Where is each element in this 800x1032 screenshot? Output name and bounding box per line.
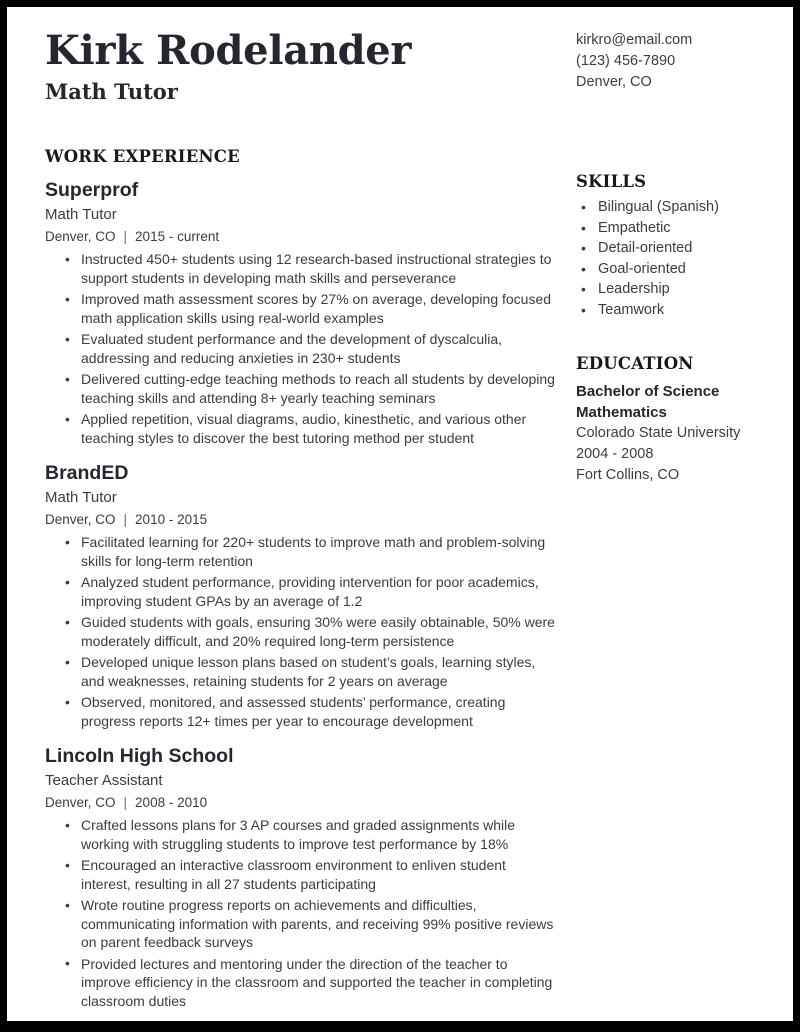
job-entry: [45, 744, 555, 1010]
job-meta: [45, 793, 555, 813]
candidate-headline: Math Tutor: [45, 79, 178, 104]
job-bullet-list: [45, 533, 555, 730]
skills-heading: SKILLS: [576, 172, 647, 191]
job-bullet: • Analyzed student performance, providing intervention for poor academics, improving student GPAs by an average of 1.2: [65, 573, 555, 610]
job-dates: 2008 - 2010: [135, 795, 208, 810]
resume-page: [7, 7, 793, 1021]
skill-item: • Goal-oriented: [581, 259, 763, 279]
contact-list: [576, 30, 763, 93]
job-bullet: • Facilitated learning for 220+ students to improve math and problem-solving skills for long-term retention: [65, 533, 555, 570]
contact-location: Denver, CO: [576, 74, 652, 90]
job-location: Denver, CO: [45, 512, 116, 527]
job-bullet: • Delivered cutting-edge teaching methods to reach all students by developing teaching skills and attending 8+ yearly teaching seminars: [65, 370, 555, 407]
job-bullet: • Crafted lessons plans for 3 AP courses and graded assignments while working with struggling students to improve test performance by 18%: [65, 816, 555, 853]
job-location: Denver, CO: [45, 795, 116, 810]
work-experience-section: [45, 147, 555, 1010]
education-section: [576, 354, 763, 486]
job-bullet-list: [45, 250, 555, 447]
skill-item: • Teamwork: [581, 300, 763, 320]
skills-list: [576, 197, 763, 320]
job-company: Lincoln High School: [45, 745, 234, 767]
sidebar-column: [555, 29, 763, 486]
job-bullet: • Developed unique lesson plans based on student’s goals, learning styles, and weaknesses, retaining students for 2 years on average: [65, 653, 555, 690]
job-bullet: • Improved math assessment scores by 27% on average, developing focused math application skills using real-world examples: [65, 290, 555, 327]
job-bullet-list: [45, 816, 555, 1010]
education-entry: [576, 381, 763, 486]
job-bullet: • Applied repetition, visual diagrams, audio, kinesthetic, and various other teaching styles to discover the best tutoring method per student: [65, 410, 555, 447]
education-degree: Bachelor of Science: [576, 382, 720, 400]
education-heading: EDUCATION: [576, 353, 694, 373]
education-location: Fort Collins, CO: [576, 466, 680, 483]
education-school: Colorado State University: [576, 424, 741, 441]
job-role: Math Tutor: [45, 206, 117, 223]
job-entry: [45, 178, 555, 447]
education-major: Mathematics: [576, 403, 667, 421]
job-bullet: • Encouraged an interactive classroom environment to enliven student interest, resulting in all 27 students participating: [65, 856, 555, 893]
job-bullet: • Observed, monitored, and assessed students’ performance, creating progress reports 12+ times per year to encourage development: [65, 693, 555, 730]
job-bullet: • Guided students with goals, ensuring 30% were easily obtainable, 50% were moderately difficult, and 20% required long-term persistence: [65, 613, 555, 650]
job-bullet: • Provided lectures and mentoring under the direction of the teacher to improve efficiency in the classroom and supported the teacher in completing classroom duties: [65, 955, 555, 1011]
skill-item: • Empathetic: [581, 218, 763, 238]
page-columns: [45, 29, 763, 1010]
job-company: Superprof: [45, 179, 139, 201]
meta-separator: |: [123, 229, 128, 244]
meta-separator: |: [123, 512, 128, 527]
job-role: Math Tutor: [45, 489, 117, 506]
job-location: Denver, CO: [45, 229, 116, 244]
meta-separator: |: [123, 795, 128, 810]
skill-item: • Leadership: [581, 279, 763, 299]
work-experience-heading: WORK EXPERIENCE: [45, 147, 240, 166]
main-column: [45, 29, 555, 1010]
skill-item: • Bilingual (Spanish): [581, 197, 763, 217]
job-dates: 2015 - current: [135, 229, 220, 244]
job-entry: [45, 461, 555, 730]
contact-phone: (123) 456-7890: [576, 53, 676, 69]
skills-section: [576, 172, 763, 320]
job-company: BrandED: [45, 462, 129, 484]
job-bullet: • Wrote routine progress reports on achievements and difficulties, communicating information with parents, and receiving 99% positive reviews on parent feedback surveys: [65, 896, 555, 952]
contact-email: kirkro@email.com: [576, 32, 693, 48]
candidate-name: Kirk Rodelander: [45, 27, 412, 74]
skill-item: • Detail-oriented: [581, 238, 763, 258]
job-bullet: • Evaluated student performance and the development of dyscalculia, addressing and reducing anxieties in 230+ students: [65, 330, 555, 367]
job-meta: [45, 227, 555, 247]
job-dates: 2010 - 2015: [135, 512, 208, 527]
education-dates: 2004 - 2008: [576, 445, 654, 462]
job-role: Teacher Assistant: [45, 772, 163, 789]
job-bullet: • Instructed 450+ students using 12 research-based instructional strategies to support students in developing math skills and perseverance: [65, 250, 555, 287]
job-meta: [45, 510, 555, 530]
